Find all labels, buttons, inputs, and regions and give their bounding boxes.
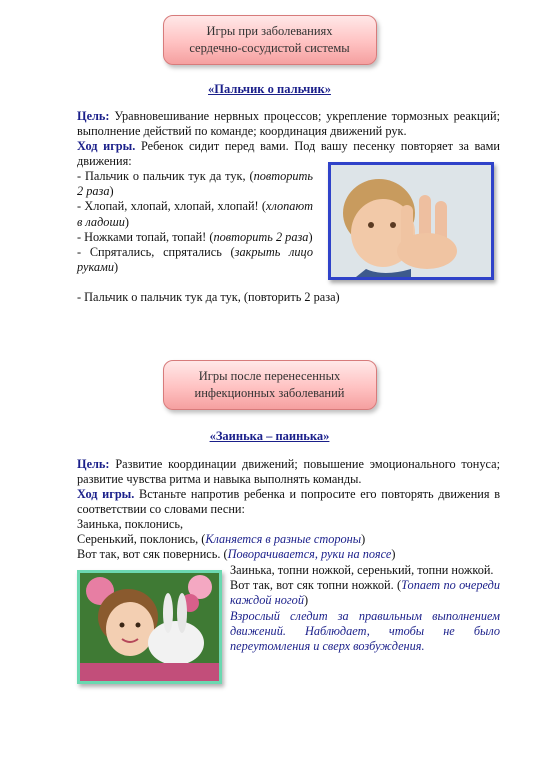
verse-line: - Спрятались, спрятались (закрыть лицо руками) bbox=[77, 245, 313, 275]
section2-banner bbox=[163, 360, 377, 410]
song-line: Вот так, вот сяк повернись. (Поворачивается, руки на поясе) bbox=[77, 547, 396, 562]
section2-song bbox=[77, 517, 500, 563]
section2-song-cont bbox=[230, 563, 500, 654]
section2-course bbox=[77, 487, 500, 517]
section1-verses bbox=[77, 169, 313, 275]
course-label: Ход игры. bbox=[77, 139, 136, 153]
section1-title: «Пальчик о пальчик» bbox=[208, 82, 331, 96]
adult-note: Взрослый следит за правильным выполнением движений. Наблюдает, чтобы не было переутомления и сверх возбуждения. bbox=[230, 608, 500, 654]
banner-line: Игры после перенесенных bbox=[198, 369, 341, 383]
girl-rabbit-photo bbox=[77, 570, 222, 684]
song-line: Заинька, топни ножкой, серенький, топни ножкой. bbox=[230, 563, 494, 577]
banner-line: Игры при заболеваниях bbox=[206, 24, 333, 38]
section2-goal bbox=[77, 457, 500, 487]
goal-label: Цель: bbox=[77, 457, 110, 471]
section1-last-line: - Пальчик о пальчик тук да тук, (повторить 2 раза) bbox=[77, 290, 340, 304]
child-photo-illustration bbox=[331, 165, 491, 277]
verse-line: - Хлопай, хлопай, хлопай, хлопай! (хлопают в ладоши) bbox=[77, 199, 313, 229]
course-text: Встаньте напротив ребенка и попросите его повторять движения в соответствии со словами песни: bbox=[77, 487, 501, 517]
girl-photo-illustration bbox=[80, 573, 219, 681]
goal-text: Развитие координации движений; повышение эмоционального тонуса; развитие чувства ритма и навыка выполнять команды. bbox=[77, 457, 500, 487]
banner-line: инфекционных заболеваний bbox=[194, 386, 345, 400]
section1-goal bbox=[77, 109, 500, 139]
song-line: Серенький, поклонись, (Кланяется в разные стороны) bbox=[77, 532, 366, 547]
verse-line: - Пальчик о пальчик тук да тук, (повторить 2 раза) bbox=[77, 169, 313, 199]
song-line: Заинька, поклонись, bbox=[77, 517, 184, 531]
section1-banner bbox=[163, 15, 377, 65]
verse-line: - Ножками топай, топай! (повторить 2 раза) bbox=[77, 229, 313, 244]
course-text: Ребенок сидит перед вами. Под вашу песенку повторяет за вами движения: bbox=[77, 139, 500, 169]
section2-title: «Заинька – паинька» bbox=[209, 429, 330, 443]
goal-label: Цель: bbox=[77, 109, 110, 123]
course-label: Ход игры. bbox=[77, 487, 135, 501]
goal-text: Уравновешивание нервных процессов; укрепление тормозных реакций; выполнение действий по команде; координация движений рук. bbox=[77, 109, 500, 139]
banner-line: сердечно-сосудистой системы bbox=[189, 41, 350, 55]
child-finger-photo bbox=[328, 162, 494, 280]
song-line: Вот так, вот сяк топни ножкой. (Топает по очереди каждой ногой) bbox=[230, 578, 500, 608]
